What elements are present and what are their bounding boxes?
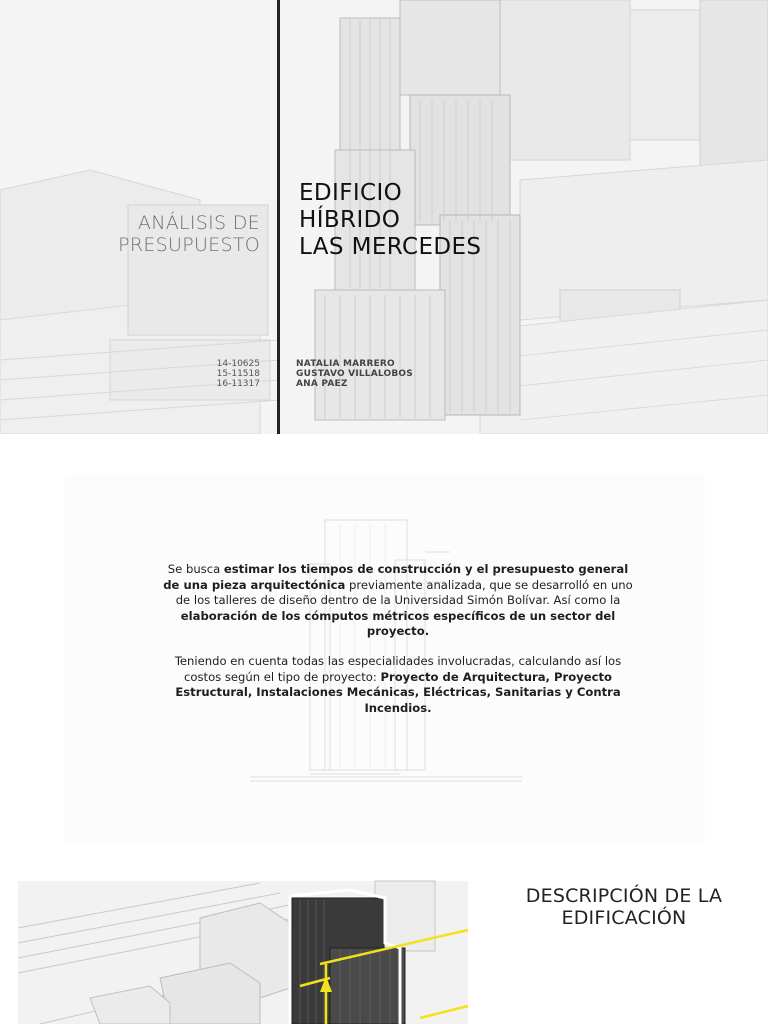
student-names xyxy=(296,359,413,389)
student-code: 16-11317 xyxy=(216,379,260,389)
description-title-line: DESCRIPCIÓN DE LA xyxy=(525,885,723,907)
cover-subtitle xyxy=(118,212,260,256)
student-code: 14-10625 xyxy=(216,359,260,369)
title-line: HÍBRIDO xyxy=(299,207,401,233)
subtitle-line: ANÁLISIS DE xyxy=(137,212,260,234)
student-codes xyxy=(217,359,260,389)
student-name: ANA PAEZ xyxy=(296,379,348,389)
intro-paragraph-2: Teniendo en cuenta todas las especialidades involucradas, calculando así los costos según el tipo de proyecto: Proyecto de Arquitectura, Proyecto Estructural, Instalaciones Mecánicas, Eléctricas, Sanitarias y Contra Incendios. xyxy=(174,653,622,715)
title-line: EDIFICIO xyxy=(299,180,403,206)
vertical-divider xyxy=(277,0,280,434)
student-code: 15-11518 xyxy=(216,369,260,379)
description-slide xyxy=(0,868,768,1024)
description-title-line: EDIFICACIÓN xyxy=(561,907,687,929)
intro-paragraph-1: Se busca estimar los tiempos de construcción y el presupuesto general de una pieza arquitectónica previamente analizada, que se desarrolló en uno de los talleres de diseño dentro de la Universidad Simón Bolívar. Así como la elaboración de los cómputos métricos específicos de un sector del proyecto. xyxy=(163,562,633,639)
subtitle-line: PRESUPUESTO xyxy=(118,234,260,256)
description-title xyxy=(500,885,748,929)
student-name: NATALIA MARRERO xyxy=(296,359,395,369)
intro-text xyxy=(160,562,636,730)
student-name: GUSTAVO VILLALOBOS xyxy=(296,369,413,379)
title-line: LAS MERCEDES xyxy=(299,234,482,260)
cover-slide xyxy=(0,0,768,434)
cover-title xyxy=(299,180,481,261)
intro-slide xyxy=(0,434,768,868)
